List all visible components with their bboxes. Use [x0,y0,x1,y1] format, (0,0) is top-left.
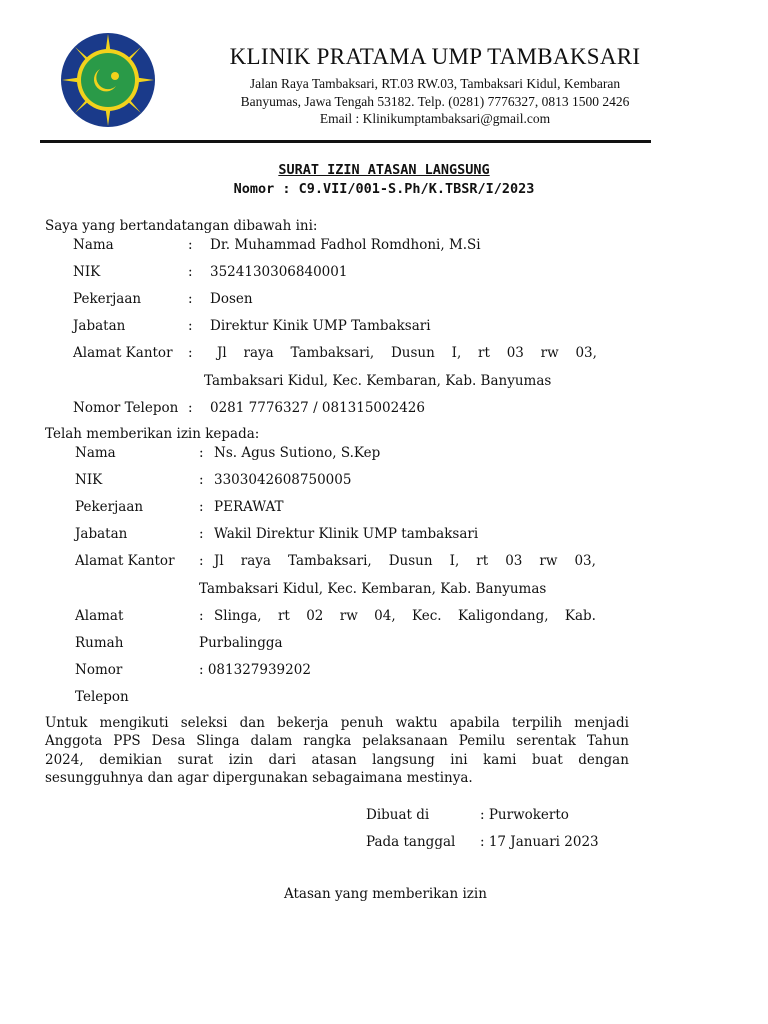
body-line-1: Untuk mengikuti seleksi dan bekerja penuh waktu apabila terpilih menjadi [45,715,629,731]
recipient-intro: Telah memberikan izin kepada: [45,426,260,442]
signer-occupation-label: Pekerjaan [73,291,142,307]
signer-office-address-line-1: Jl raya Tambaksari, Dusun I, rt 03 rw 03, [217,345,597,361]
recipient-office-address-label: Alamat Kantor [75,553,175,569]
signer-intro: Saya yang bertandatangan dibawah ini: [45,218,318,234]
signer-nik-value: 3524130306840001 [210,264,348,280]
recipient-nik-label: NIK [75,472,103,488]
document-number: Nomor : C9.VII/001-S.Ph/K.TBSR/I/2023 [233,181,535,197]
recipient-office-address-line-1: Jl raya Tambaksari, Dusun I, rt 03 rw 03, [214,553,596,569]
recipient-name-label: Nama [75,445,116,461]
body-line-2: Anggota PPS Desa Slinga dalam rangka pelaksanaan Pemilu serentak Tahun [45,733,629,750]
signer-position-value: Direktur Kinik UMP Tambaksari [210,318,431,334]
signer-name-value: Dr. Muhammad Fadhol Romdhoni, M.Si [210,237,481,253]
clinic-name: KLINIK PRATAMA UMP TAMBAKSARI [229,44,641,69]
signer-occupation-value: Dosen [210,291,253,307]
signer-name-label: Nama [73,237,114,253]
clinic-email: Email : Klinikumptambaksari@gmail.com [319,111,551,126]
colon: : [188,291,193,307]
signer-phone-value: 0281 7776327 / 081315002426 [210,400,425,416]
clinic-address-line-2: Banyumas, Jawa Tengah 53182. Telp. (0281) 7776327, 0813 1500 2426 [240,94,630,109]
recipient-occupation-value: PERAWAT [214,499,284,515]
recipient-occupation-label: Pekerjaan [75,499,144,515]
colon: : [199,526,204,542]
recipient-home-address-line-2: Purbalingga [199,635,283,651]
colon: : [188,318,193,334]
body-line-3: 2024, demikian surat izin dari atasan langsung ini kami buat dengan [45,751,629,768]
issued-place-label: Dibuat di [366,807,430,823]
document-title: SURAT IZIN ATASAN LANGSUNG [278,162,490,178]
recipient-home-address-label-1: Alamat [75,608,124,624]
signer-nik-label: NIK [73,264,101,280]
recipient-position-label: Jabatan [75,526,128,542]
colon: : [199,472,204,488]
signer-phone-label: Nomor Telepon [73,400,179,416]
recipient-position-value: Wakil Direktur Klinik UMP tambaksari [214,526,479,542]
recipient-home-address-line-1: Slinga, rt 02 rw 04, Kec. Kaligondang, Kab. [214,608,596,624]
colon: : [188,264,193,280]
recipient-name-value: Ns. Agus Sutiono, S.Kep [214,445,381,461]
colon: : [199,499,204,515]
issued-place-value: : Purwokerto [480,807,569,823]
signer-office-address-line-2: Tambaksari Kidul, Kec. Kembaran, Kab. Banyumas [204,373,552,389]
body-paragraph [45,714,629,787]
body-line-4: sesungguhnya dan agar dipergunakan sebagaimana mestinya. [45,769,473,786]
recipient-phone-label-2: Telepon [75,689,129,705]
colon: : [188,345,193,361]
signer-office-address-label: Alamat Kantor [73,345,173,361]
recipient-phone-value: : 081327939202 [199,662,311,678]
recipient-home-address-label-2: Rumah [75,635,124,651]
colon: : [199,445,204,461]
colon: : [199,553,204,569]
clinic-logo [60,32,156,128]
issued-date-label: Pada tanggal [366,834,456,850]
signer-position-label: Jabatan [73,318,126,334]
letterhead-divider [40,140,651,143]
colon: : [188,400,193,416]
recipient-office-address-line-2: Tambaksari Kidul, Kec. Kembaran, Kab. Banyumas [199,581,547,597]
colon: : [199,608,204,624]
recipient-phone-label-1: Nomor [75,662,123,678]
clinic-address-line-1: Jalan Raya Tambaksari, RT.03 RW.03, Tambaksari Kidul, Kembaran [249,76,621,91]
signatory-caption: Atasan yang memberikan izin [284,886,487,902]
colon: : [188,237,193,253]
issued-date-value: : 17 Januari 2023 [480,834,599,850]
recipient-nik-value: 3303042608750005 [214,472,352,488]
